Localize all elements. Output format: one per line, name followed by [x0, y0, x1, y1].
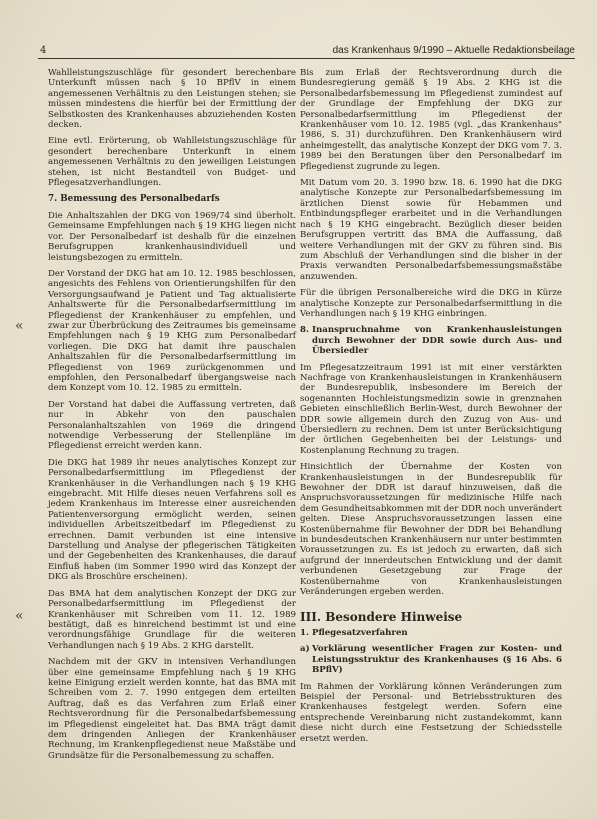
- section-title: Inanspruchnahme von Krankenhausleistungen durch Bewohner der DDR sowie durch Aus- und Übersiedler: [312, 325, 562, 357]
- margin-mark: «: [15, 608, 24, 624]
- subsection-heading: [300, 644, 562, 675]
- paragraph: Nachdem mit der GKV in intensiven Verhandlungen über eine gemeinsame Empfehlung nach § 19 KHG keine Einigung erzielt werden konnte, hat das BMA mit Schreiben vom 2. 7. 1990 entgegen dem erteilten Auftrag, daß es das Verfahren zum Erlaß einer Rechtsverordnung für die Personalbedarfsbemessung im Pflegedienst eingeleitet hat. Das BMA trägt damit dem dringenden Anliegen der Krankenhäuser Rechnung, im Krankenpflegedienst neue Maßstäbe und Grundsätze für die Personalbemessung zu schaffen.: [48, 657, 296, 761]
- paragraph: Der Vorstand hat dabei die Auffassung vertreten, daß nur in Abkehr von den pauschalen Personalanhaltszahlen von 1969 die dringend notwendige Verbesserung der Stellenpläne im Pflegedienst erreicht werden kann.: [48, 399, 296, 452]
- section-heading: [300, 325, 562, 356]
- margin-mark: «: [15, 318, 24, 334]
- major-heading: III. Besondere Hinweise: [300, 609, 463, 624]
- left-column: [48, 68, 296, 767]
- paragraph: Für die übrigen Personalbereiche wird die DKG in Kürze analytische Konzepte zur Personalbedarfsermittlung in die Verhandlungen nach § 19 KHG einbringen.: [300, 288, 562, 319]
- paragraph: Das BMA hat dem analytischen Konzept der DKG zur Personalbedarfsermittlung im Pflegedienst der Krankenhäuser mit Schreiben vom 11. 12. 1989 bestätigt, daß es hinreichend bestimmt ist und eine verordnungsfähige Grundlage für die weiteren Verhandlungen nach § 19 Abs. 2 KHG darstellt.: [48, 588, 296, 651]
- paragraph: Eine evtl. Erörterung, ob Wahlleistungszuschläge für gesondert berechenbare Unterkunft in einem angemessenen Verhältnis zu den jeweiligen Leistungen stehen, ist nicht Bestandteil von Budget- und Pflegesatzverhandlungen.: [48, 136, 296, 189]
- subsection-number: a): [300, 644, 310, 655]
- section-heading: 7. Bemessung des Personalbedarfs: [48, 194, 220, 205]
- page-header: [38, 44, 575, 59]
- section-number: 8.: [300, 325, 309, 336]
- subsection-title: Pflegesatzverfahren: [312, 627, 408, 638]
- subsection-number: 1.: [300, 627, 309, 638]
- paragraph: Im Pflegesatzzeitraum 1991 ist mit einer verstärkten Nachfrage von Krankenhausleistungen in Krankenhäusern der Bundesrepublik, insbesondere im Bereich der sogenannten Hochleistungsmedizin sowie in grenznahen Gebieten einschließlich Berlin-West, durch Bewohner der DDR sowie allgemein durch den Zuzug von Aus- und Übersiedlern zu rechnen. Dem ist unter Berücksichtigung der örtlichen Gegebenheiten bei der Leistungs- und Kostenplanung Rechnung zu tragen.: [300, 362, 562, 456]
- right-column: [300, 68, 562, 750]
- paragraph: Der Vorstand der DKG hat am 10. 12. 1985 beschlossen, angesichts des Fehlens von Orientierungshilfen für den Versorgungsaufwand je Patient und Tag aktualisierte Anhaltswerte für die Personalbedarfsermittlung im Pflegedienst der Krankenhäuser zu empfehlen, und zwar zur Überbrückung des Zeitraumes bis gemeinsame Empfehlungen nach § 19 KHG zum Personalbedarf vorliegen. Die DKG hat damit ihre pauschalen Anhaltszahlen für die Personalbedarfsermittlung im Pflegedienst von 1969 zurückgenommen und empfohlen, den Personalbedarf übergangsweise nach dem Konzept vom 10. 12. 1985 zu ermitteln.: [48, 268, 296, 394]
- running-title: das Krankenhaus 9/1990 – Aktuelle Redaktionsbeilage: [332, 45, 575, 56]
- subsection-heading: [300, 628, 562, 638]
- page-number: 4: [40, 45, 47, 56]
- paragraph: Die Anhaltszahlen der DKG von 1969/74 sind überholt. Gemeinsame Empfehlungen nach § 19 KHG liegen nicht vor. Der Personalbedarf ist deshalb für die einzelnen Berufsgruppen krankenhausindividuell und leistungsbezogen zu ermitteln.: [48, 210, 296, 263]
- paragraph: Bis zum Erlaß der Rechtsverordnung durch die Bundesregierung gemäß § 19 Abs. 2 KHG ist die Personalbedarfsbemessung im Pflegedienst zumindest auf der Grundlage der Empfehlung der DKG zur Personalbedarfsermittlung im Pflegedienst der Krankenhäuser vom 10. 12. 1985 (vgl. „das Krankenhaus" 1986, S. 31) durchzuführen. Den Krankenhäusern wird anheimgestellt, das analytische Konzept der DKG vom 7. 3. 1989 bei den Beratungen über den Personalbedarf im Pflegedienst zugrunde zu legen.: [300, 68, 562, 172]
- paragraph: Hinsichtlich der Übernahme der Kosten von Krankenhausleistungen in der Bundesrepublik für Bewohner der DDR ist darauf hinzuweisen, daß die Anspruchsvoraussetzungen für medizinische Hilfe nach dem Gesundheitsabkommen mit der DDR noch unverändert gelten. Diese Anspruchsvoraussetzungen lassen eine Kostenübernahme für Bewohner der DDR bei Behandlung in bundesdeutschen Krankenhäusern nur unter bestimmten Voraussetzungen zu. Es ist jedoch zu erwarten, daß sich aufgrund der innerdeutschen Entwicklung und der damit verbundenen Gesetzgebung zur Frage der Kostenübernahme von Krankenhausleistungen Veränderungen ergeben werden.: [300, 462, 562, 598]
- paragraph: Wahlleistungszuschläge für gesondert berechenbare Unterkunft müssen nach § 10 BPflV in einem angemessenen Verhältnis zu den Leistungen stehen; sie müssen mindestens die hierfür bei der Ermittlung der Selbstkosten des Krankenhauses abzuziehenden Kosten decken.: [48, 68, 296, 131]
- paragraph: Im Rahmen der Vorklärung können Veränderungen zum Beispiel der Personal- und Betriebsstrukturen des Krankenhauses festgelegt werden. Sofern eine entsprechende Vereinbarung nicht zustandekommt, kann diese nicht durch eine Festsetzung der Schiedsstelle ersetzt werden.: [300, 681, 562, 744]
- paragraph: Mit Datum vom 20. 3. 1990 bzw. 18. 6. 1990 hat die DKG analytische Konzepte zur Personalbedarfsbemessung im ärztlichen Dienst sowie für Hebammen und Entbindungspfleger erarbeitet und in die Verhandlungen nach § 19 KHG eingebracht. Bezüglich dieser beiden Berufsgruppen vertritt das BMA die Auffassung, daß weitere Verhandlungen mit der GKV zu führen sind. Bis zum Abschluß der Verhandlungen sind die bisher in der Praxis verwandten Personalbedarfsbemessungsmaßstäbe anzuwenden.: [300, 178, 562, 282]
- paragraph: Die DKG hat 1989 ihr neues analytisches Konzept zur Personalbedarfsermittlung im Pflegedienst der Krankenhäuser in die Verhandlungen nach § 19 KHG eingebracht. Mit Hilfe dieses neuen Verfahrens soll es jedem Krankenhaus im Interesse einer ausreichenden Patientenversorgung ermöglicht werden, seinen individuellen Arbeitszeitbedarf im Pflegedienst zu errechnen. Damit verbunden ist eine intensive Darstellung und Analyse der pflegerischen Tätigkeiten und der Gegebenheiten des Krankenhauses, die darauf Einfluß haben (im Sommer 1990 wird das Konzept der DKG als Broschüre erscheinen).: [48, 457, 296, 583]
- subsection-title: Vorklärung wesentlicher Fragen zur Kosten- und Leistungsstruktur des Krankenhauses (§ 16 Abs. 6 BPflV): [312, 644, 562, 676]
